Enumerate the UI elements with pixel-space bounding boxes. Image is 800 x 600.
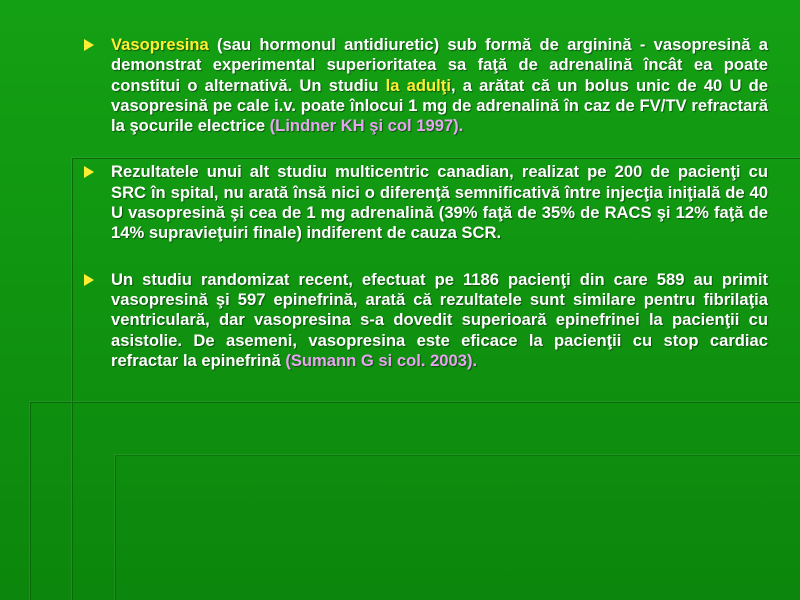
citation: (Lindner KH şi col 1997). bbox=[269, 116, 464, 136]
bullet-item-canadian-study bbox=[84, 162, 768, 243]
highlight-term: la adulţi bbox=[385, 75, 451, 95]
bullet-list bbox=[84, 35, 768, 397]
text-segment: Un studiu randomizat recent, efectuat pe 1186 pacienţi din care 589 au primit vasopresină şi 597 epinefrină, arată că rezultatele sunt similare pentru fibrilaţia ventriculară, dar vasopresina s-a dovedit superioară epinefrinei la pacienţii cu asistolie. De asemeni, vasopresina este eficace la pacienţii cu stop cardiac refractar la epinefrină bbox=[111, 269, 768, 370]
bullet-item-randomized-study bbox=[84, 270, 768, 371]
bullet-text: Rezultatele unui alt studiu multicentric canadian, realizat pe 200 de pacienţi cu SRC în spital, nu arată însă nici o diferenţă semnificativă între injecţia iniţială de 40 U vasopresină şi cea de 1 mg adrenalină (39% faţă de 35% de RACS şi 12% faţă de 14% supravieţuiri finale) indiferent de cauza SCR. bbox=[111, 162, 768, 243]
bullet-triangle-icon bbox=[84, 39, 94, 51]
text-segment: (sau hormonul antidiuretic) sub formă de arginină - vasopresină a demonstrat experimental superioritatea sa faţă de adrenalină încât ea poate constitui o alternativă. Un studiu bbox=[111, 35, 768, 95]
bullet-triangle-icon bbox=[84, 274, 94, 286]
highlight-term: Vasopresina bbox=[111, 35, 209, 54]
citation: (Sumann G si col. 2003). bbox=[285, 350, 478, 370]
bullet-triangle-icon bbox=[84, 166, 94, 178]
bullet-text bbox=[111, 35, 768, 136]
bullet-text bbox=[111, 270, 768, 371]
decorative-frame-line bbox=[115, 455, 800, 600]
bullet-item-vasopressin bbox=[84, 35, 768, 136]
text-segment: , a arătat că un bolus unic de 40 U de vasopresină pe cale i.v. poate înlocui 1 mg de adrenalină în caz de FV/TV refractară la şocurile electrice bbox=[111, 75, 768, 136]
